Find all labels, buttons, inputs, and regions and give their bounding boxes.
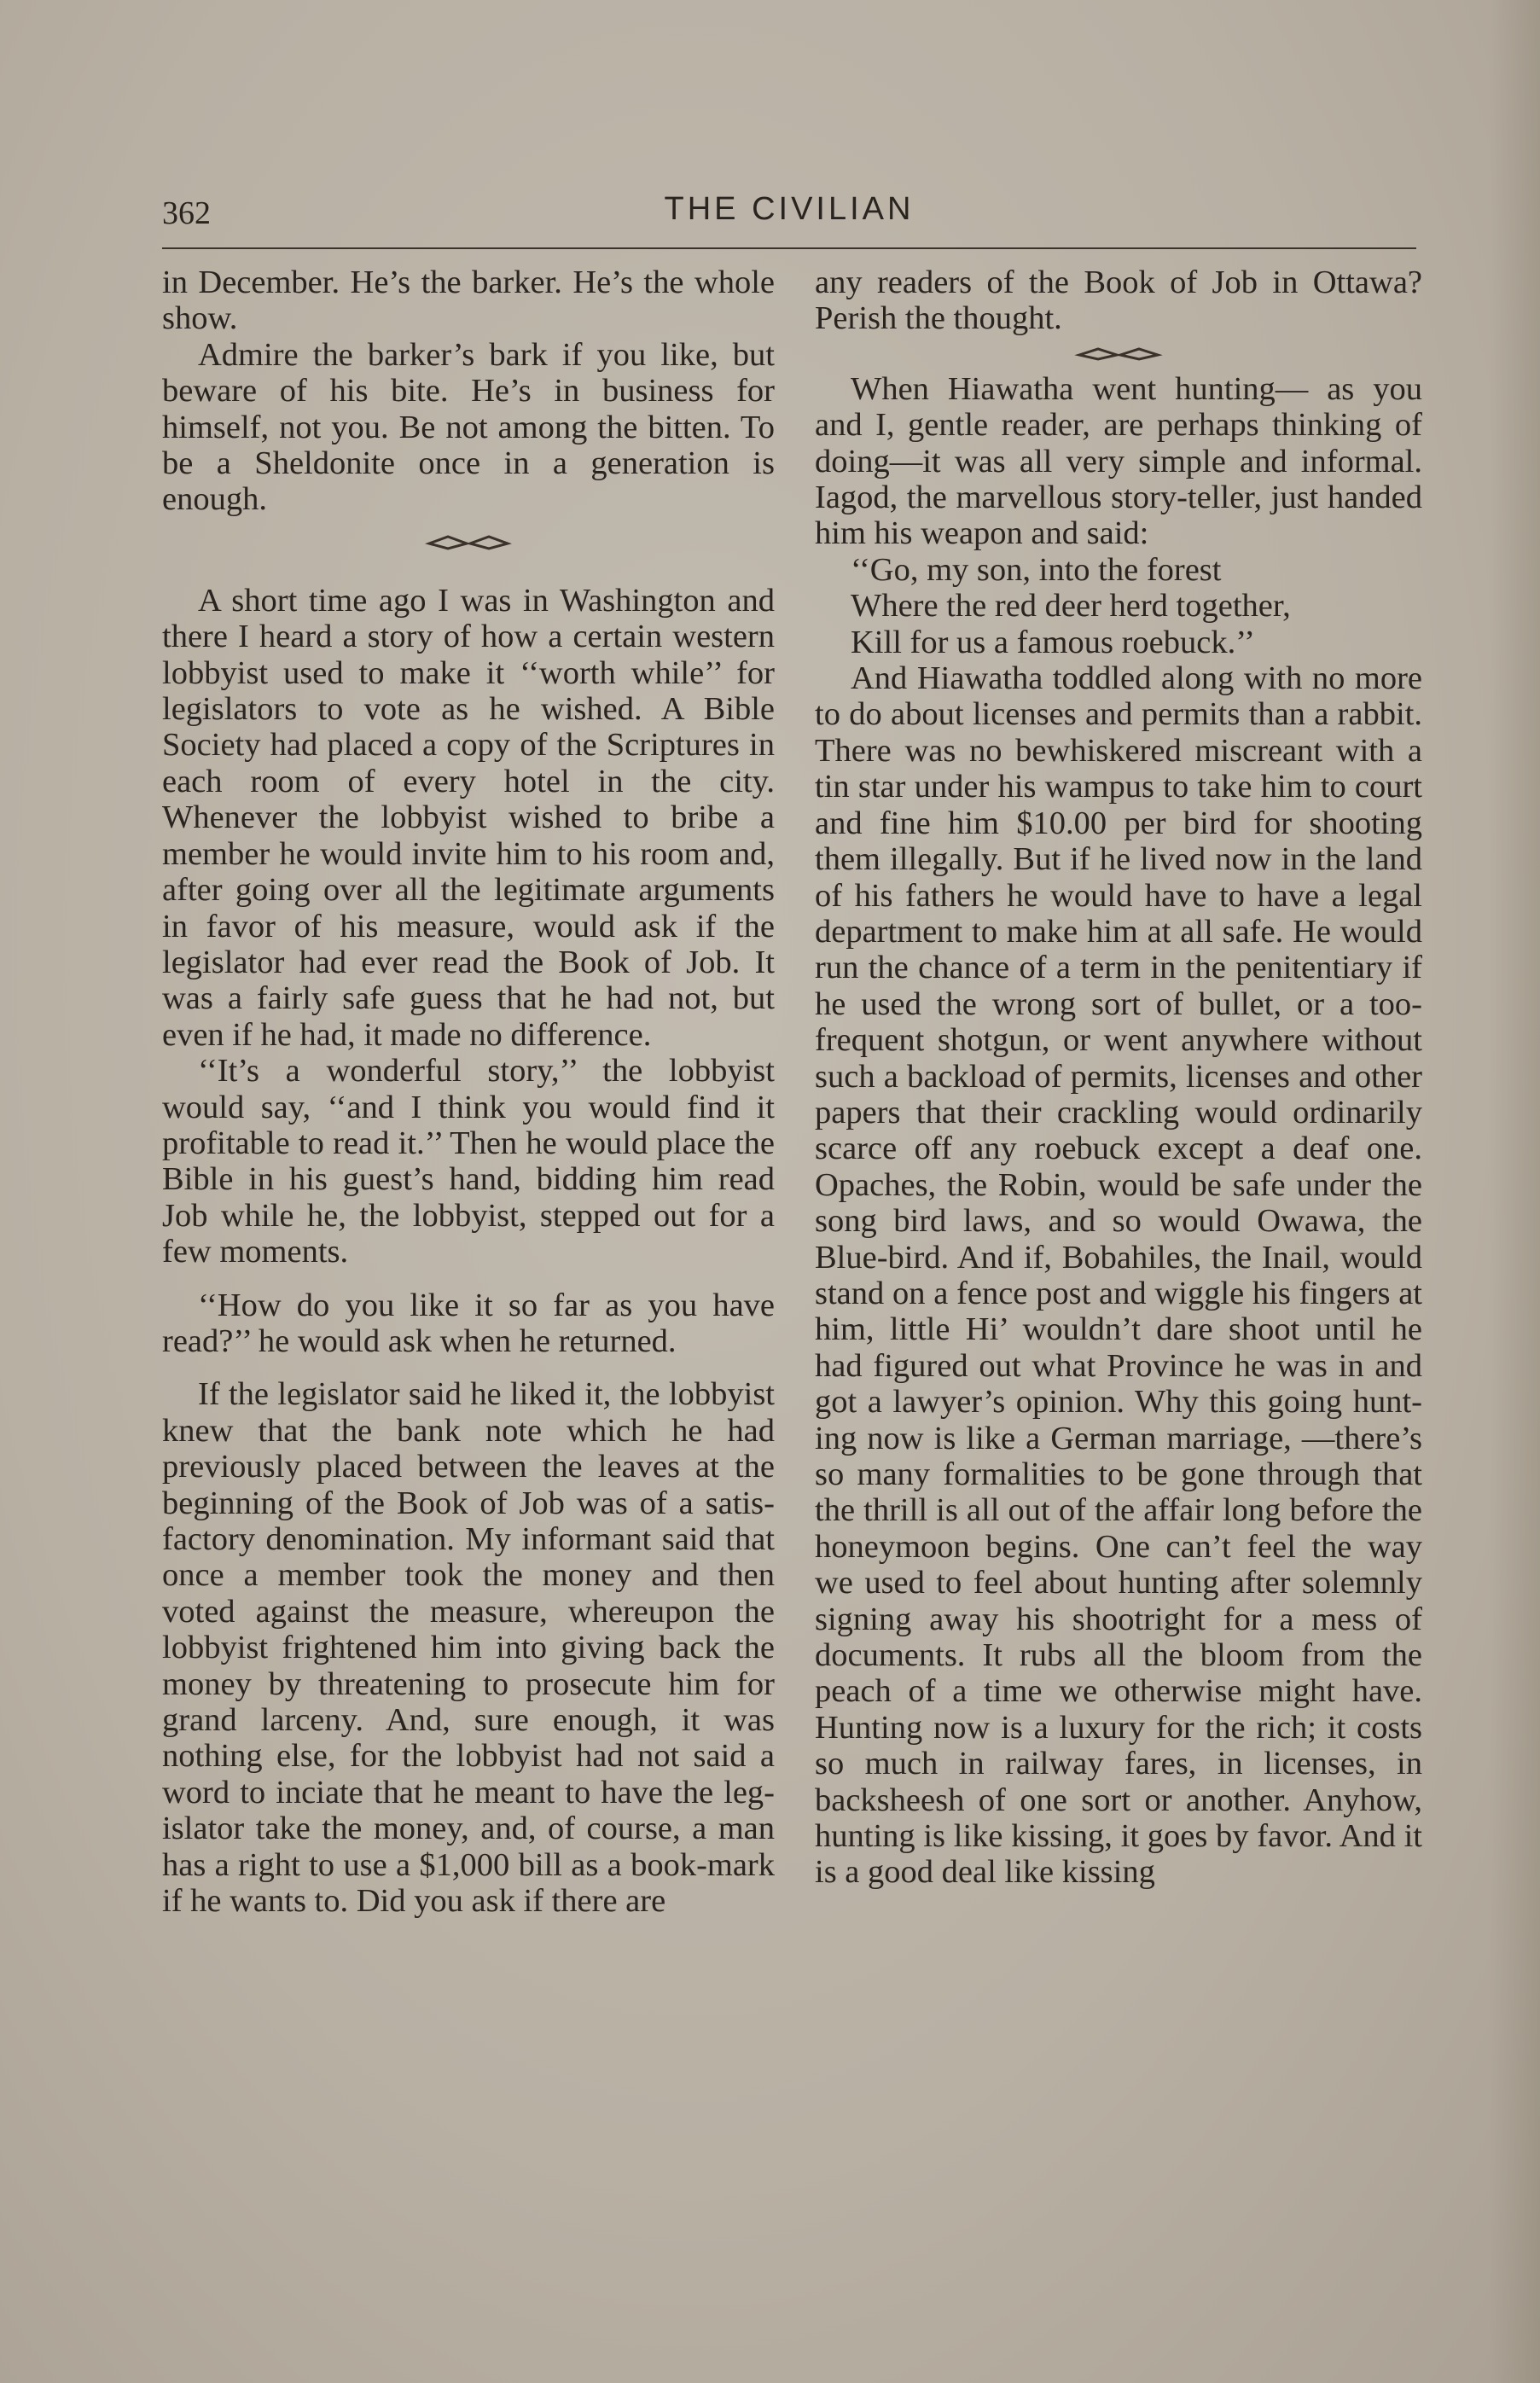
paragraph: Admire the barker’s bark if you like, but beware of his bite. He’s in business for himself, not you. Be not among the bitten. To be a Sheldonite once in a generation is enough.	[162, 336, 775, 518]
right-column	[815, 264, 1422, 1891]
paragraph: If the legislator said he liked it, the lobbyist knew that the bank note which he had previously placed between the leaves at the beginning of the Book of Job was of a satisfactory denomination. My informant said that once a member took the money and then voted against the measure, whereupon the lobbyist frightened him into giving back the money by threatening to prosecute him for grand larceny. And, sure enough, it was nothing else, for the lobbyist had not said a word to inciate that he meant to have the legislator take the money, and, of course, a man has a right to use a $1,000 bill as a book-mark if he wants to. Did you ask if there are	[162, 1376, 775, 1920]
ornament-icon	[417, 530, 520, 554]
paragraph: And Hiawatha toddled along with no more to do about licenses and permits than a rabbit. There was no bewhiskered miscreant with a tin star under his wampus to take him to court and fine him $10.00 per bird for shooting them illegally. But if he lived now in the land of his fathers he would have to have a legal department to make him at all safe. He would run the chance of a term in the penitentiary if he used the wrong sort of bullet, or a too-frequent shotgun, or went anywhere without such a backload of permits, licenses and other papers that their crackling would ordinarily scarce off any roebuck except a deaf one. Opaches, the Robin, would be safe under the song bird laws, and so would Owawa, the Blue-bird. And if, Bobahiles, the Inail, would stand on a fence post and wiggle his fingers at him, little Hi’ wouldn’t dare shoot until he had figured out what Province he was in and got a lawyer’s opinion. Why this going hunting now is like a German marriage, —there’s so many formalities to be gone through that the thrill is all out of the affair long before the honeymoon begins. One can’t feel the way we used to feel about hunting after solemnly signing away his shootright for a mess of documents. It rubs all the bloom from the peach of a time we otherwise might have. Hunting now is a luxury for the rich; it costs so much in railway fares, in licenses, in backsheesh of one sort or another. Anyhow, hunting is like kissing, it goes by favor. And it is a good deal like kissing	[815, 660, 1422, 1891]
paragraph: When Hiawatha went hunting— as you and I, gentle reader, are perhaps thinking of doing—it was all very simple and informal. Iagod, the marvellous story-teller, just handed him his weapon and said:	[815, 370, 1422, 552]
paragraph: any readers of the Book of Job in Ottawa? Perish the thought.	[815, 264, 1422, 337]
verse-line: Kill for us a famous roebuck.’’	[851, 624, 1255, 660]
header-rule	[162, 247, 1416, 249]
section-divider	[162, 518, 775, 566]
paragraph: ‘‘It’s a wonderful story,’’ the lobbyist would say, ‘‘and I think you would find it profitable to read it.’’ Then he would place the Bible in his guest’s hand, bidding him read Job while he, the lobbyist, stepped out for a few moments.	[162, 1053, 775, 1270]
verse-line: ‘‘Go, my son, into the forest	[851, 551, 1222, 588]
section-divider	[815, 337, 1422, 371]
paragraph: ‘‘How do you like it so far as you have read?’’ he would ask when he returned.	[162, 1287, 775, 1359]
paragraph: A short time ago I was in Washington and there I heard a story of how a certain western lobbyist used to make it ‘‘worth while’’ for legislators to vote as he wished. A Bible Society had placed a copy of the Scriptures in each room of every hotel in the city. Whenever the lobbyist wished to bribe a member he would invite him to his room and, after going over all the legitimate arguments in favor of his measure, would ask if the legislator had ever read the Book of Job. It was a fairly safe guess that he had not, but even if he had, it made no difference.	[162, 582, 775, 1053]
page-header	[162, 188, 1416, 239]
ornament-icon	[1067, 345, 1170, 363]
page-number: 362	[162, 195, 211, 231]
verse-line: Where the red deer herd together,	[851, 588, 1291, 625]
left-column	[162, 264, 775, 1919]
running-title: THE CIVILIAN	[664, 191, 915, 227]
paragraph: in December. He’s the barker. He’s the whole show.	[162, 264, 775, 337]
